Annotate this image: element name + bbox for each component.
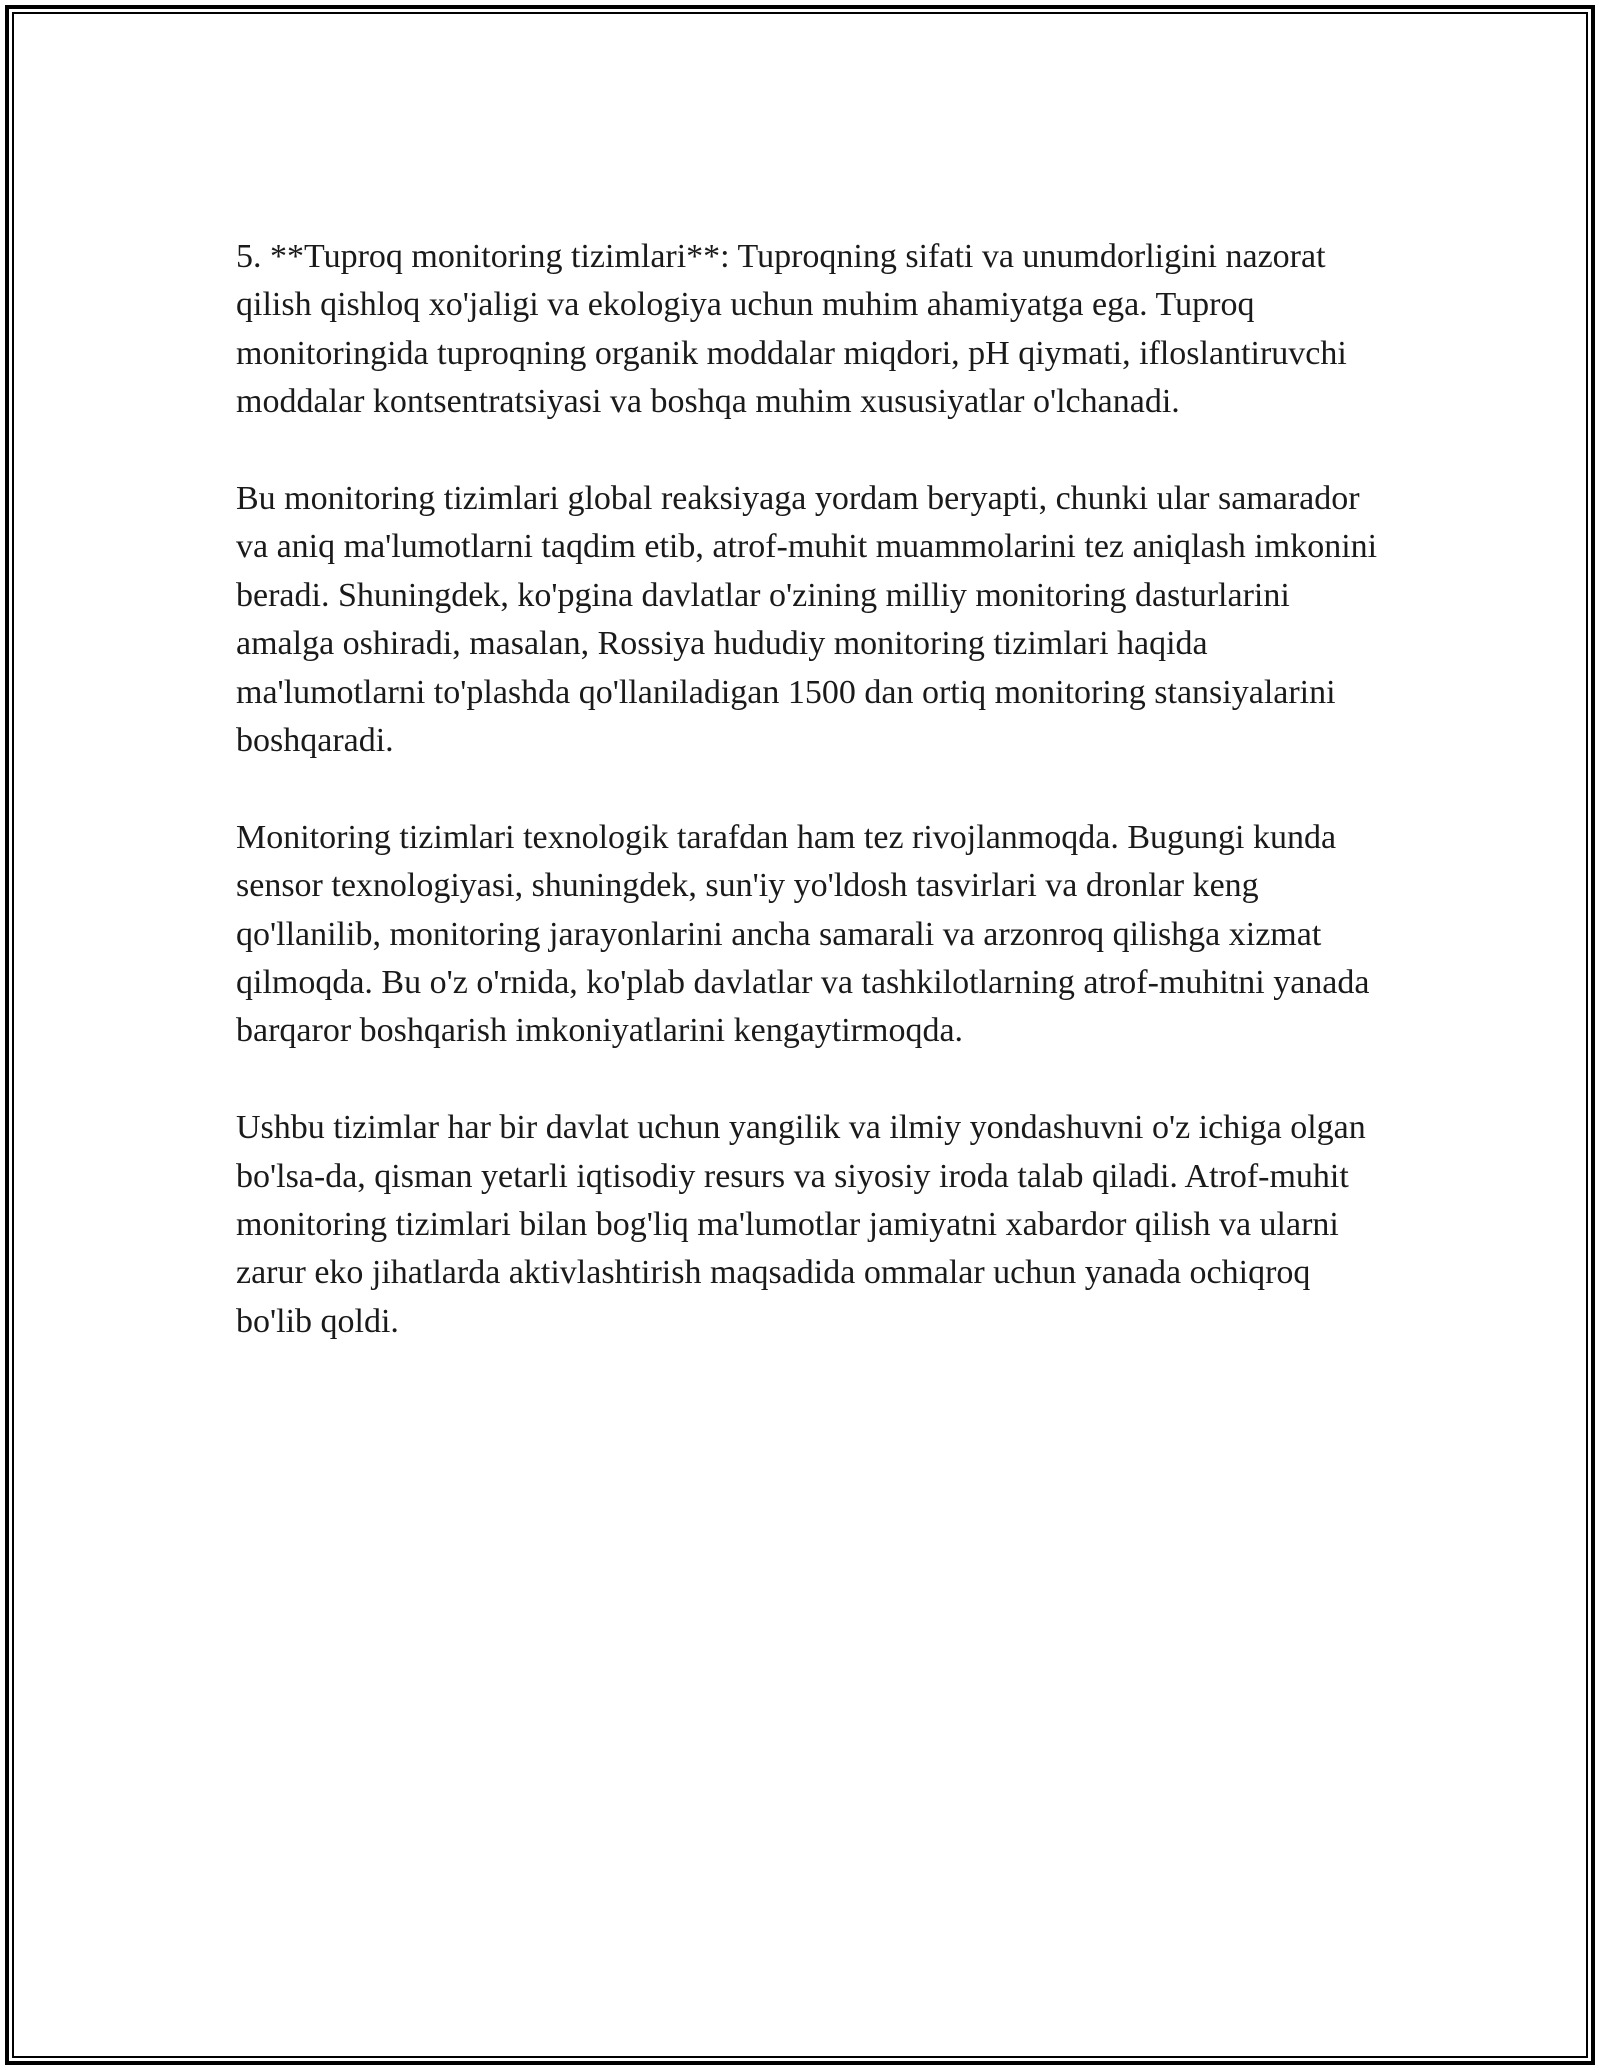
paragraph-global-response: Bu monitoring tizimlari global reaksiyaga yordam beryapti, chunki ular samarador va aniq ma'lumotlarni taqdim etib, atrof-muhit muammolarini tez aniqlash imkonini beradi. Shuningdek, ko'pgina davlatlar o'zining milliy monitoring dasturlarini amalga oshiradi, masalan, Rossiya hududiy monitoring tizimlari haqida ma'lumotlarni to'plashda qo'llaniladigan 1500 dan ortiq monitoring stansiyalarini boshqaradi. <box>236 480 1378 760</box>
document-body <box>236 233 1386 1395</box>
paragraph-resources: Ushbu tizimlar har bir davlat uchun yangilik va ilmiy yondashuvni o'z ichiga olgan bo'lsa-da, qisman yetarli iqtisodiy resurs va siyosiy iroda talab qiladi. Atrof-muhit monitoring tizimlari bilan bog'liq ma'lumotlar jamiyatni xabardor qilish va ularni zarur eko jihatlarda aktivlashtirish maqsadida ommalar uchun yanada ochiqroq bo'lib qoldi. <box>236 1109 1366 1340</box>
paragraph-technology: Monitoring tizimlari texnologik tarafdan ham tez rivojlanmoqda. Bugungi kunda sensor texnologiyasi, shuningdek, sun'iy yo'ldosh tasvirlari va dronlar keng qo'llanilib, monitoring jarayonlarini ancha samarali va arzonroq qilishga xizmat qilmoqda. Bu o'z o'rnida, ko'plab davlatlar va tashkilotlarning atrof-muhitni yanada barqaror boshqarish imkoniyatlarini kengaytirmoqda. <box>236 818 1370 1050</box>
paragraph-soil-monitoring: 5. **Tuproq monitoring tizimlari**: Tuproqning sifati va unumdorligini nazorat qilish qishloq xo'jaligi va ekologiya uchun muhim ahamiyatga ega. Tuproq monitoringida tuproqning organik moddalar miqdori, pH qiymati, ifloslantiruvchi moddalar kontsentratsiyasi va boshqa muhim xususiyatlar o'lchanadi. <box>236 238 1347 421</box>
